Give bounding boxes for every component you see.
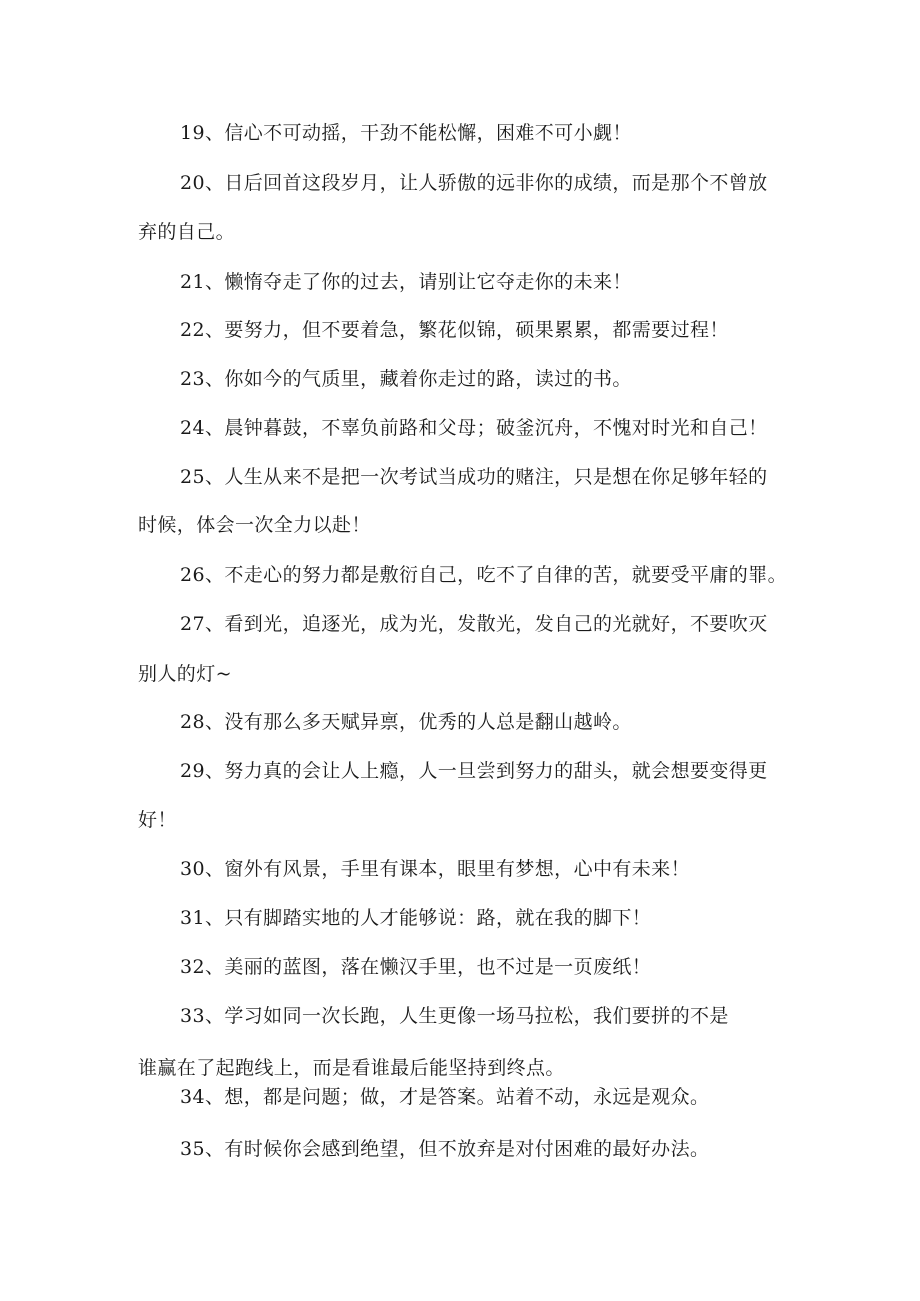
quote-30: 30、窗外有风景，手里有课本，眼里有梦想，心中有未来！ — [180, 858, 690, 880]
quote-20: 20、日后回首这段岁月，让人骄傲的远非你的成绩，而是那个不曾放 — [180, 172, 768, 194]
quote-28: 28、没有那么多天赋异禀，优秀的人总是翻山越岭。 — [180, 711, 632, 733]
quote-29: 29、努力真的会让人上瘾，人一旦尝到努力的甜头，就会想要变得更 — [180, 760, 768, 782]
quote-24: 24、晨钟暮鼓，不辜负前路和父母；破釜沉舟，不愧对时光和自己！ — [180, 417, 768, 439]
quote-34: 34、想，都是问题；做，才是答案。站着不动，永远是观众。 — [180, 1086, 710, 1108]
quote-32: 32、美丽的蓝图，落在懒汉手里，也不过是一页废纸！ — [180, 956, 652, 978]
quote-29-continued: 好！ — [138, 809, 177, 831]
quote-27-continued: 别人的灯~ — [138, 663, 232, 685]
quote-31: 31、只有脚踏实地的人才能够说：路，就在我的脚下！ — [180, 907, 652, 929]
quote-23: 23、你如今的气质里，藏着你走过的路，读过的书。 — [180, 368, 632, 390]
quote-27: 27、看到光，追逐光，成为光，发散光，发自己的光就好，不要吹灭 — [180, 613, 768, 635]
quote-33-continued: 谁赢在了起跑线上，而是看谁最后能坚持到终点。 — [138, 1057, 565, 1079]
quote-26: 26、不走心的努力都是敷衍自己，吃不了自律的苦，就要受平庸的罪。 — [180, 564, 787, 586]
quote-19: 19、信心不可动摇，干劲不能松懈，困难不可小觑！ — [180, 122, 632, 144]
quote-20-continued: 弃的自己。 — [138, 221, 236, 243]
quote-33: 33、学习如同一次长跑，人生更像一场马拉松，我们要拼的不是 — [180, 1005, 729, 1027]
quote-35: 35、有时候你会感到绝望，但不放弃是对付困难的最好办法。 — [180, 1138, 710, 1160]
quote-25: 25、人生从来不是把一次考试当成功的赌注，只是想在你足够年轻的 — [180, 466, 768, 488]
quote-25-continued: 时候，体会一次全力以赴！ — [138, 514, 371, 536]
quote-22: 22、要努力，但不要着急，繁花似锦，硕果累累，都需要过程！ — [180, 319, 729, 341]
quote-21: 21、懒惰夺走了你的过去，请别让它夺走你的未来！ — [180, 271, 632, 293]
